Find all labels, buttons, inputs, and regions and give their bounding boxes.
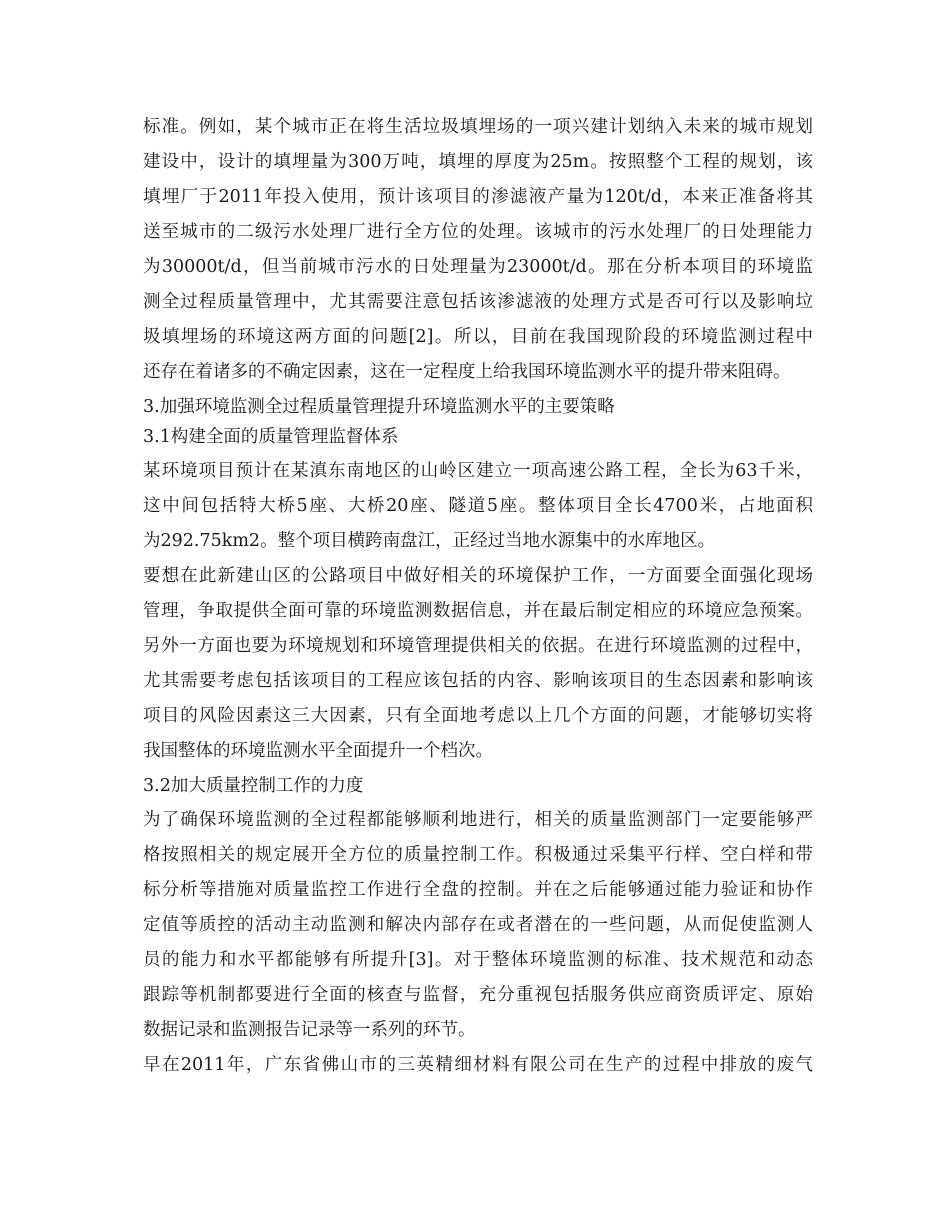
- paragraph: [143, 110, 813, 390]
- subsection-heading: 3.2加大质量控制工作的力度: [143, 776, 364, 796]
- text-line: 格按照相关的规定展开全方位的质量控制工作。积极通过采集平行样、空白样和带: [143, 845, 813, 865]
- text-line: 为30000t/d，但当前城市污水的日处理量为23000t/d。那在分析本项目的环境监: [143, 257, 813, 277]
- text-line: 送至城市的二级污水处理厂进行全方位的处理。该城市的污水处理厂的日处理能力: [143, 222, 813, 242]
- text-line: 数据记录和监测报告记录等一系列的环节。: [143, 1020, 476, 1040]
- paragraph: [143, 1048, 813, 1083]
- text-line: 我国整体的环境监测水平全面提升一个档次。: [143, 741, 493, 761]
- document-body: [143, 110, 813, 1083]
- text-line: 这中间包括特大桥5座、大桥20座、隧道5座。整体项目全长4700米，占地面积: [143, 496, 813, 516]
- text-line: 另外一方面也要为环境规划和环境管理提供相关的依据。在进行环境监测的过程中，: [143, 636, 813, 656]
- text-line: 标准。例如，某个城市正在将生活垃圾填埋场的一项兴建计划纳入未来的城市规划: [143, 117, 813, 137]
- paragraph: [143, 803, 813, 1048]
- text-line: 管理，争取提供全面可靠的环境监测数据信息，并在最后制定相应的环境应急预案。: [143, 601, 813, 621]
- text-line: 跟踪等机制都要进行全面的核查与监督，充分重视包括服务供应商资质评定、原始: [143, 985, 813, 1005]
- paragraph: [143, 454, 813, 559]
- text-line: 某环境项目预计在某滇东南地区的山岭区建立一项高速公路工程，全长为63千米，: [143, 461, 813, 481]
- text-line: 填埋厂于2011年投入使用，预计该项目的渗滤液产量为120t/d，本来正准备将其: [143, 187, 813, 207]
- text-line: 建设中，设计的填埋量为300万吨，填埋的厚度为25m。按照整个工程的规划，该: [143, 152, 813, 172]
- text-line: 尤其需要考虑包括该项目的工程应该包括的内容、影响该项目的生态因素和影响该: [143, 671, 813, 691]
- text-line: 为了确保环境监测的全过程都能够顺利地进行，相关的质量监测部门一定要能够严: [143, 810, 813, 830]
- text-line: 标分析等措施对质量监控工作进行全盘的控制。并在之后能够通过能力验证和协作: [143, 880, 813, 900]
- subsection-heading: 3.1构建全面的质量管理监督体系: [143, 427, 399, 447]
- text-line: 早在2011年，广东省佛山市的三英精细材料有限公司在生产的过程中排放的废气: [143, 1055, 813, 1075]
- text-line: 测全过程质量管理中，尤其需要注意包括该渗滤液的处理方式是否可行以及影响垃: [143, 292, 813, 312]
- text-line: 定值等质控的活动主动监测和解决内部存在或者潜在的一些问题，从而促使监测人: [143, 915, 813, 935]
- text-line: 员的能力和水平都能够有所提升[3]。对于整体环境监测的标准、技术规范和动态: [143, 950, 813, 970]
- text-line: 还存在着诸多的不确定因素，这在一定程度上给我国环境监测水平的提升带来阻碍。: [143, 362, 791, 382]
- text-line: 项目的风险因素这三大因素，只有全面地考虑以上几个方面的问题，才能够切实将: [143, 706, 813, 726]
- text-line: 为292.75km2。整个项目横跨南盘江，正经过当地水源集中的水库地区。: [143, 531, 716, 551]
- text-line: 圾填埋场的环境这两方面的问题[2]。所以，目前在我国现阶段的环境监测过程中: [143, 327, 813, 347]
- paragraph: [143, 559, 813, 769]
- text-line: 要想在此新建山区的公路项目中做好相关的环境保护工作，一方面要全面强化现场: [143, 566, 813, 586]
- section-heading: 3.加强环境监测全过程质量管理提升环境监测水平的主要策略: [143, 397, 615, 417]
